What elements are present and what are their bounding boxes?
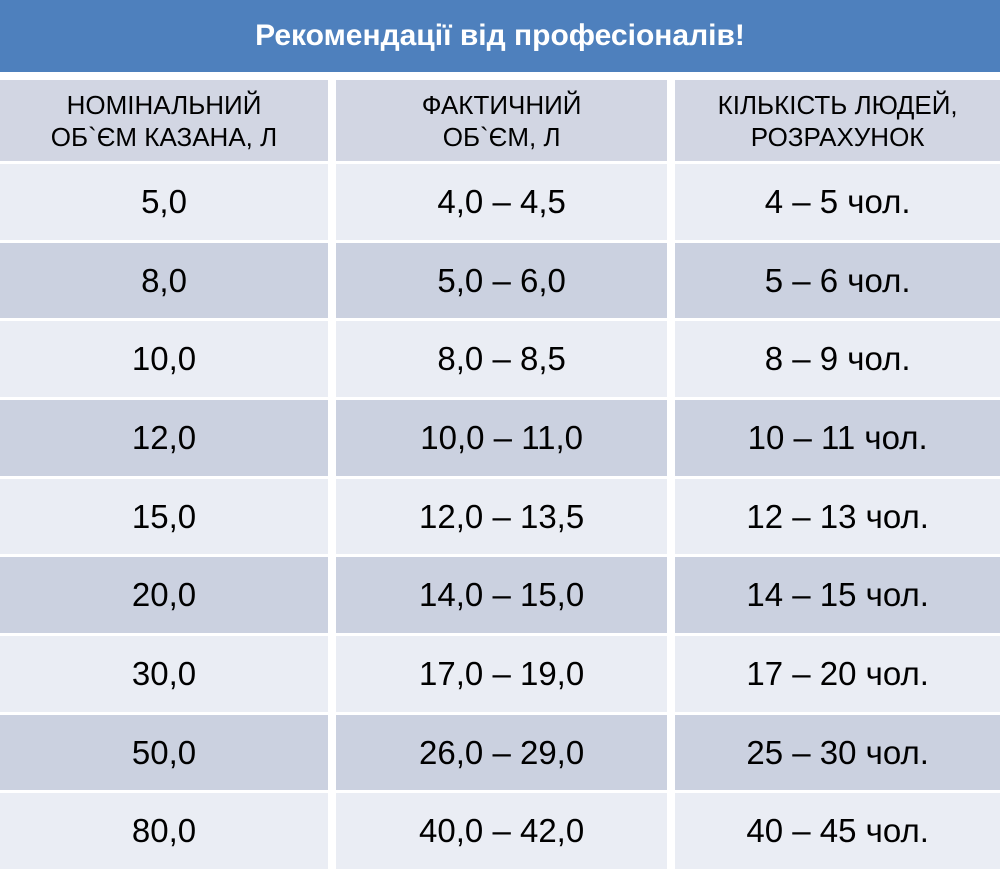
cell-actual-volume: 26,0 – 29,0 (336, 715, 667, 791)
table-row (0, 321, 1000, 397)
table-row (0, 557, 1000, 633)
table-row (0, 715, 1000, 791)
cell-actual-volume: 17,0 – 19,0 (336, 636, 667, 712)
cell-nominal-volume: 8,0 (0, 243, 328, 319)
cell-people-count: 14 – 15 чол. (675, 557, 1000, 633)
table-row (0, 243, 1000, 319)
cell-people-count: 40 – 45 чол. (675, 793, 1000, 869)
table-row (0, 479, 1000, 555)
column-header-text (718, 89, 958, 153)
cell-people-count: 10 – 11 чол. (675, 400, 1000, 476)
cell-people-count: 5 – 6 чол. (675, 243, 1000, 319)
column-header-line-1: КІЛЬКІСТЬ ЛЮДЕЙ, (717, 89, 958, 120)
cell-people-count: 17 – 20 чол. (675, 636, 1000, 712)
cell-people-count: 25 – 30 чол. (675, 715, 1000, 791)
cell-people-count: 8 – 9 чол. (675, 321, 1000, 397)
cell-nominal-volume: 15,0 (0, 479, 328, 555)
column-header-line-2: РОЗРАХУНОК (750, 121, 925, 152)
column-header-line-2: ОБ`ЄМ, Л (442, 121, 561, 152)
column-header-line-2: ОБ`ЄМ КАЗАНА, Л (50, 121, 278, 152)
table-row (0, 400, 1000, 476)
cell-actual-volume: 5,0 – 6,0 (336, 243, 667, 319)
column-header-text (51, 89, 277, 153)
cell-actual-volume: 4,0 – 4,5 (336, 164, 667, 240)
column-header-nominal-volume (0, 80, 328, 161)
column-header-actual-volume (336, 80, 667, 161)
table-header-row (0, 80, 1000, 161)
cell-people-count: 12 – 13 чол. (675, 479, 1000, 555)
cell-nominal-volume: 80,0 (0, 793, 328, 869)
column-header-line-1: ФАКТИЧНИЙ (421, 89, 582, 120)
page-title: Рекомендації від професіоналів! (255, 19, 745, 52)
cell-people-count: 4 – 5 чол. (675, 164, 1000, 240)
column-header-people-count (675, 80, 1000, 161)
cell-actual-volume: 8,0 – 8,5 (336, 321, 667, 397)
cell-nominal-volume: 20,0 (0, 557, 328, 633)
table-row (0, 164, 1000, 240)
cell-actual-volume: 12,0 – 13,5 (336, 479, 667, 555)
cell-actual-volume: 10,0 – 11,0 (336, 400, 667, 476)
cell-nominal-volume: 10,0 (0, 321, 328, 397)
recommendations-table (0, 80, 1000, 869)
cell-nominal-volume: 30,0 (0, 636, 328, 712)
table-title-bar (0, 0, 1000, 72)
column-header-line-1: НОМІНАЛЬНИЙ (66, 89, 262, 120)
cell-nominal-volume: 12,0 (0, 400, 328, 476)
cell-actual-volume: 40,0 – 42,0 (336, 793, 667, 869)
cell-nominal-volume: 5,0 (0, 164, 328, 240)
table-row (0, 793, 1000, 869)
column-header-text (422, 89, 582, 153)
cell-nominal-volume: 50,0 (0, 715, 328, 791)
table-row (0, 636, 1000, 712)
cell-actual-volume: 14,0 – 15,0 (336, 557, 667, 633)
